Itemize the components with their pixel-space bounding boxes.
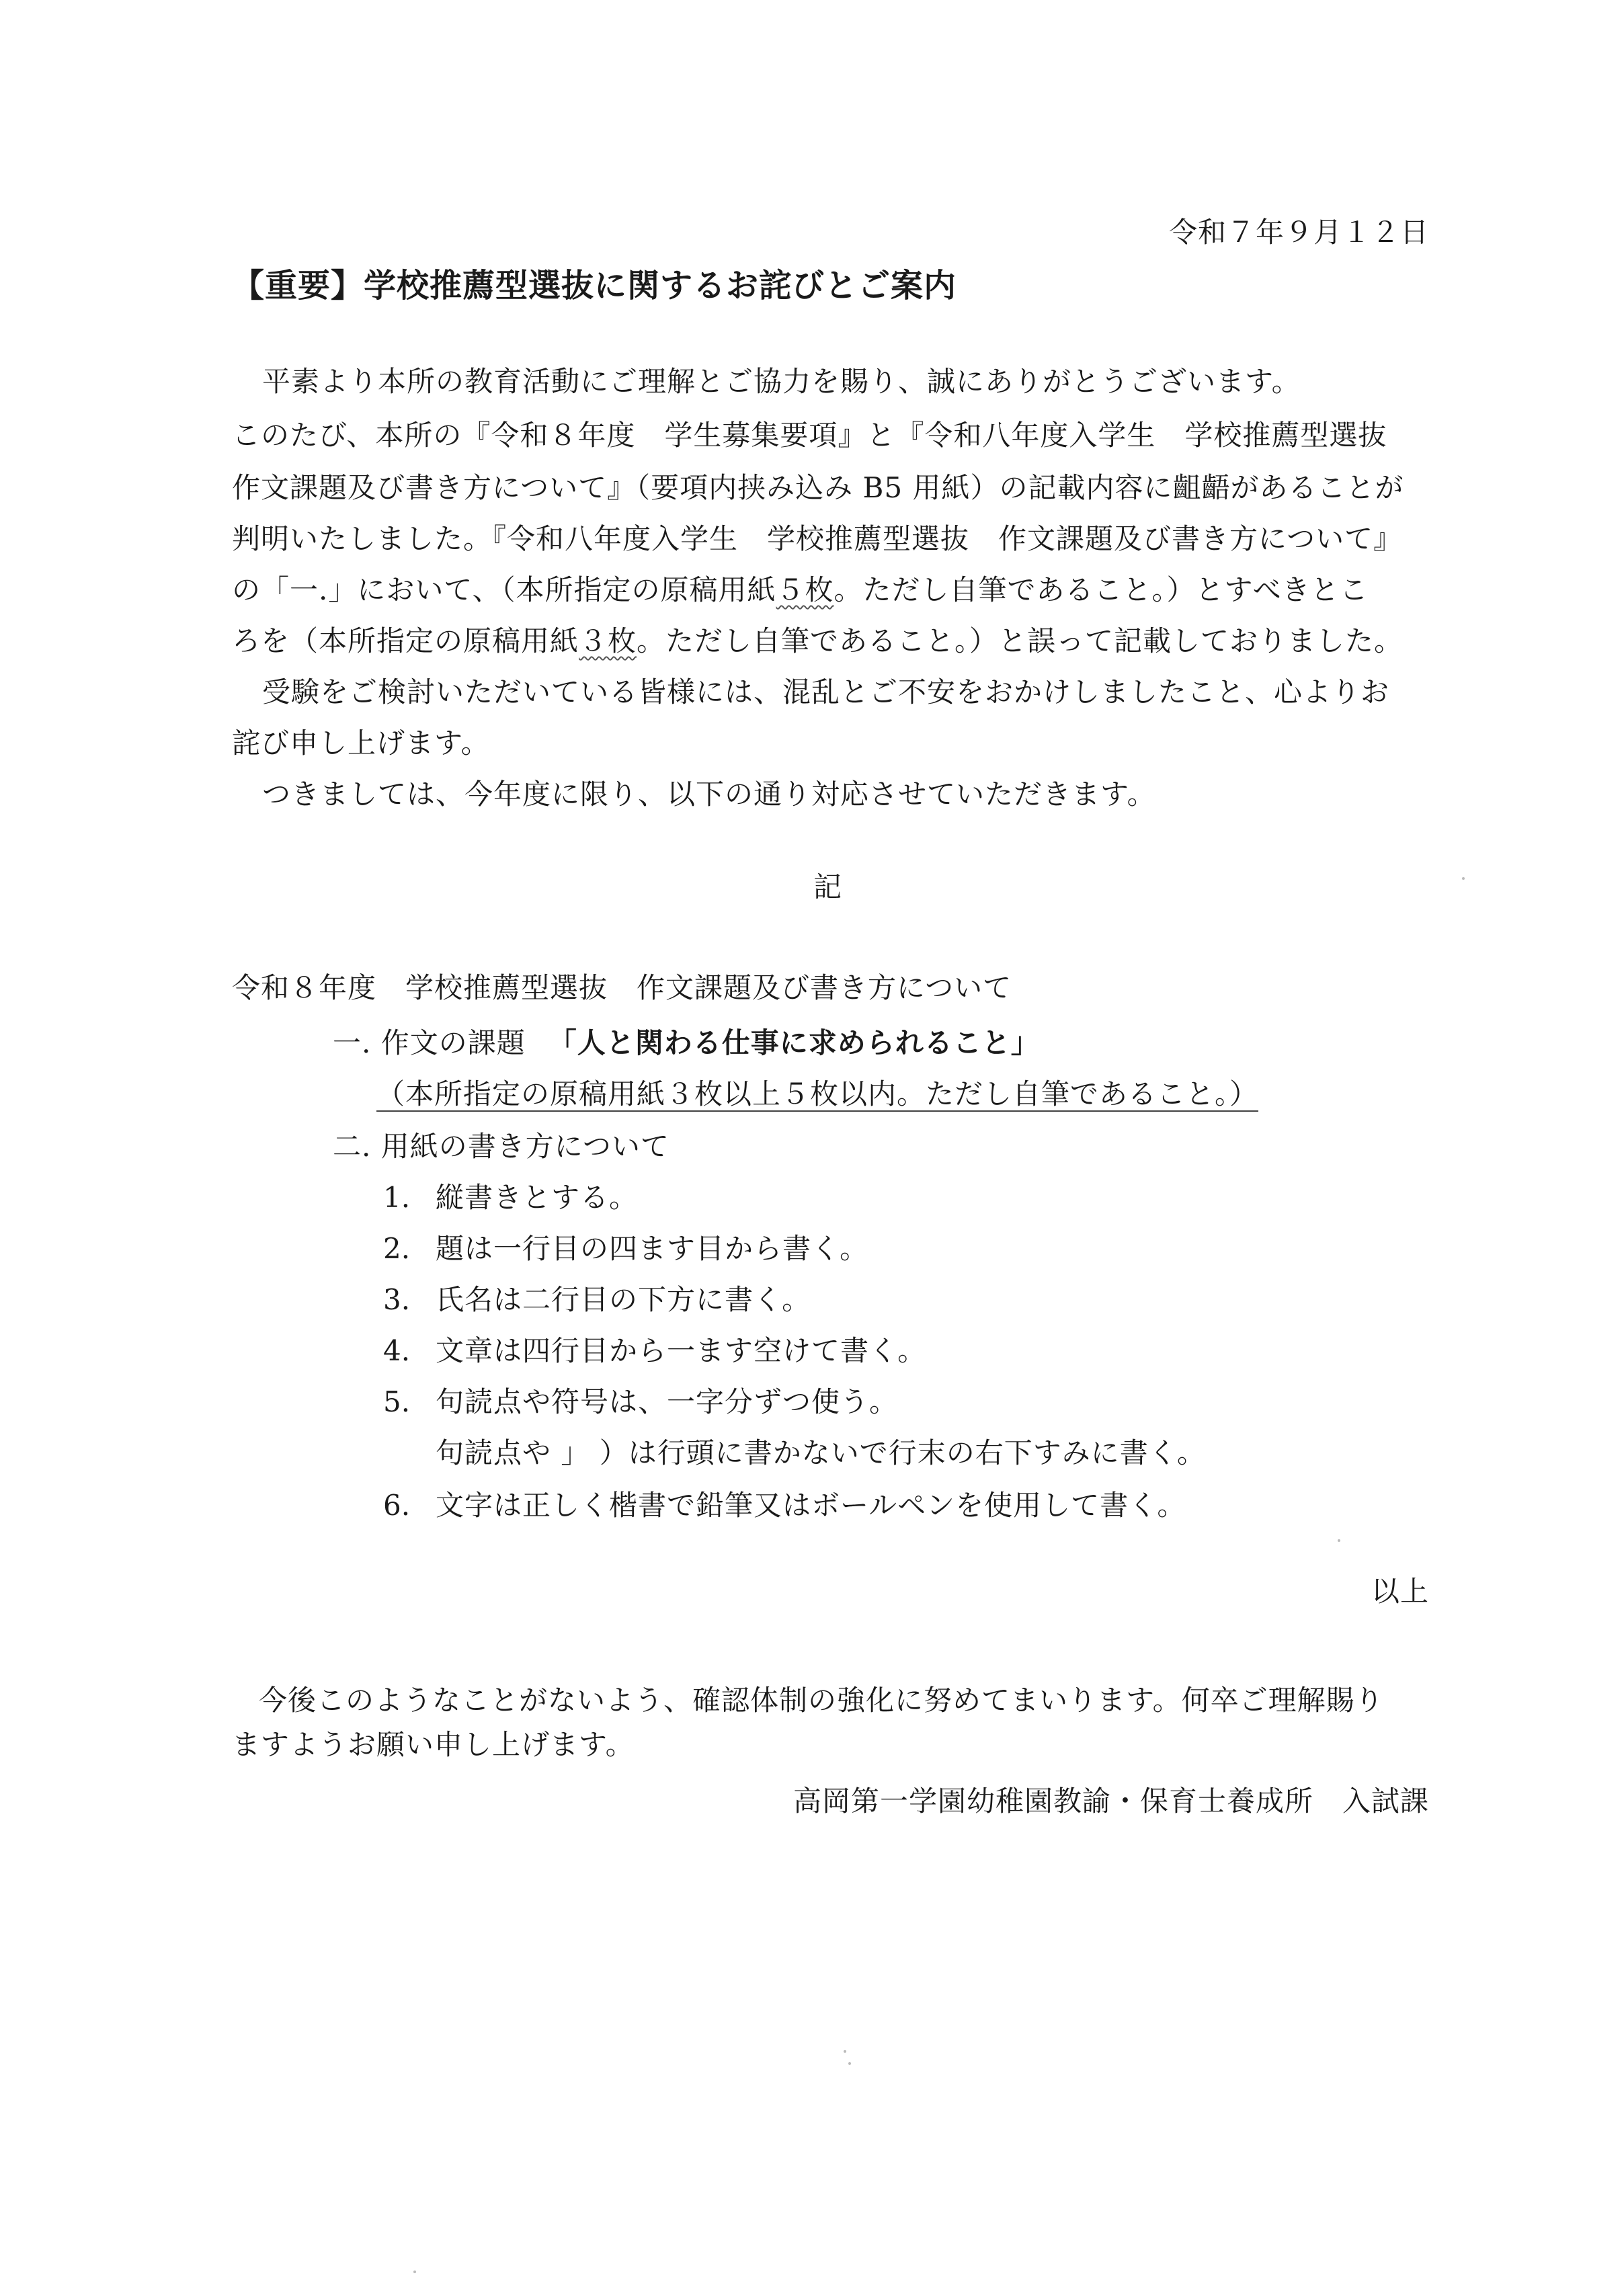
rule-number: 3. [383,1283,411,1316]
item-one-row [333,1023,1040,1063]
rule-text: 文字は正しく楷書で鉛筆又はボールペンを使用して書く。 [436,1489,1186,1522]
document-title: 【重要】学校推薦型選抜に関するお詫びとご案内 [232,267,957,304]
scan-speck [1462,877,1465,880]
closing-line-2: ますようお願い申し上げます。 [232,1728,635,1761]
text-segment: の「一.」において、（本所指定の原稿用紙 [232,573,776,606]
rule-text: 句読点や 」 ）は行頭に書かないで行末の右下すみに書く。 [436,1436,1206,1469]
scan-speck [848,2062,851,2065]
text-segment: ろを（本所指定の原稿用紙 [232,624,579,657]
scan-speck [1338,1539,1340,1542]
ki-marker: 記 [813,870,843,903]
ijo-marker: 以上 [1371,1575,1429,1608]
closing-line-1: 今後このようなことがないよう、確認体制の強化に努めてまいります。何卒ご理解賜り [259,1684,1384,1717]
incorrect-sheet-count: ３枚 [579,624,637,657]
paragraph-greeting: 平素より本所の教育活動にご理解とご協力を賜り、誠にありがとうございます。 [262,365,1301,398]
rule-text: 氏名は二行目の下方に書く。 [436,1283,811,1316]
rule-text: 句読点や符号は、一字分ずつ使う。 [436,1385,899,1418]
paragraph-apology-line-1: このたび、本所の『令和８年度 学生募集要項』と『令和八年度入学生 学校推薦型選抜 [232,419,1387,452]
text-segment: 。ただし自筆であること。）とすべきとこ [834,573,1369,606]
paragraph-response: つきましては、今年度に限り、以下の通り対応させていただきます。 [262,778,1156,811]
item-two-label: 二. 用紙の書き方について [333,1130,669,1163]
rule-text: 縦書きとする。 [436,1181,639,1214]
scan-speck [413,2271,416,2273]
rule-number: 1. [383,1181,411,1214]
essay-theme: 「人と関わる仕事に求められること」 [548,1026,1040,1059]
rule-number: 2. [383,1232,411,1265]
paragraph-apology-line-4 [232,570,1369,610]
correct-sheet-count: ５枚 [776,573,834,606]
item-one-label: 一. 作文の課題 [333,1026,526,1059]
paragraph-apology-line-2: 作文課題及び書き方について』（要項内挟み込み B5 用紙）の記載内容に齟齬があることが [232,471,1404,504]
rule-text: 題は一行目の四ます目から書く。 [436,1232,869,1265]
scan-speck [844,2050,846,2053]
rule-number: 4. [383,1334,411,1367]
section-heading: 令和８年度 学校推薦型選抜 作文課題及び書き方について [232,971,1012,1004]
rule-number: 5. [383,1385,411,1418]
rule-number: 6. [383,1489,411,1522]
paragraph-regret-line-2: 詫び申し上げます。 [232,727,490,760]
text-segment: 。ただし自筆であること。）と誤って記載しておりました。 [637,624,1404,657]
paragraph-apology-line-5 [232,621,1403,661]
document-date: 令和７年９月１２日 [1168,216,1429,249]
paragraph-apology-line-3: 判明いたしました。『令和八年度入学生 学校推薦型選抜 作文課題及び書き方について』 [232,522,1403,555]
issuing-organization: 高岡第一学園幼稚園教諭・保育士養成所 入試課 [793,1785,1429,1817]
rule-text: 文章は四行目から一ます空けて書く。 [436,1334,927,1367]
paragraph-regret-line-1: 受験をご検討いただいている皆様には、混乱とご不安をおかけしましたこと、心よりお [262,676,1390,708]
essay-sheet-note: （本所指定の原稿用紙３枚以上５枚以内。ただし自筆であること。） [376,1077,1259,1110]
